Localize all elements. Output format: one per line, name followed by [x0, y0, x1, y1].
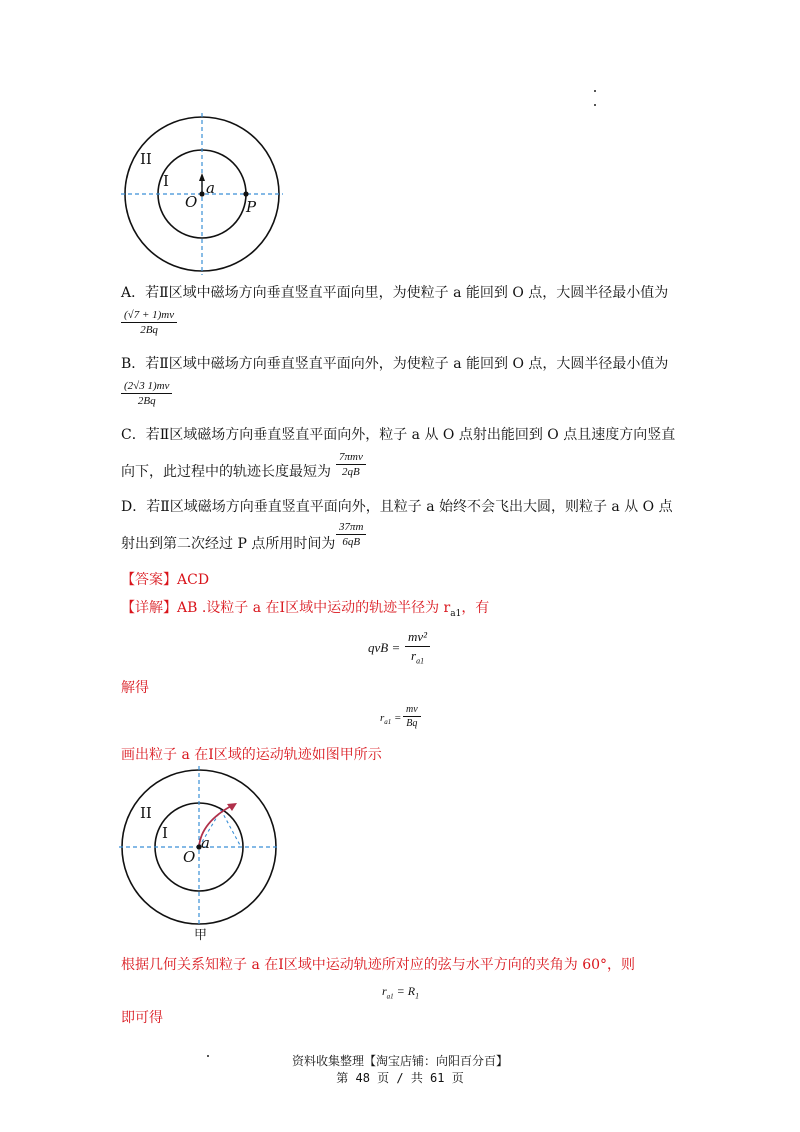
solve-label: 解得 [121, 680, 149, 696]
arrow-head-icon [199, 173, 205, 181]
equation-2-lhs [380, 712, 401, 726]
radius-dashed-line [221, 810, 241, 847]
lhs-sub: a1 [384, 718, 392, 727]
draw-trajectory-text: 画出粒子 a 在Ⅰ区域的运动轨迹如图甲所示 [121, 747, 382, 763]
den-symbol: r [411, 648, 417, 663]
fig2-label-region-i: I [162, 824, 168, 842]
geometry-relation-text: 根据几何关系知粒子 a 在Ⅰ区域中运动轨迹所对应的弦与水平方向的夹角为 60°，则 [121, 957, 636, 973]
lhs-sub: a1 [386, 992, 394, 1001]
detail-intro [121, 598, 489, 624]
footer-page-number: 第 48 页 / 共 61 页 [336, 1071, 464, 1085]
fraction-denominator: 2Bq [137, 395, 156, 407]
option-d-line1: D．若Ⅱ区域磁场方向垂直竖直平面向外，且粒子 a 始终不会飞出大圆，则粒子 a 从 O 点 [121, 499, 673, 515]
conclude-text: 即可得 [121, 1010, 163, 1026]
rhs: = R [396, 984, 416, 998]
fraction-denominator: 6qB [342, 536, 361, 548]
equation-3 [382, 984, 419, 1000]
answer-text: 【答案】ACD [121, 572, 210, 588]
fraction-numerator: (√7 + 1)mv [121, 309, 177, 323]
equation-2-fraction [403, 704, 421, 729]
fig2-label-center: O [183, 848, 196, 866]
fraction-numerator: (2√3 1)mv [121, 380, 172, 394]
lhs-symbol: r [382, 984, 387, 998]
point-p-dot [243, 191, 248, 196]
equation-1-lhs: qvB = [368, 640, 401, 655]
rhs-sub: 1 [415, 991, 420, 1001]
fraction-denominator: 2Bq [140, 324, 158, 336]
fraction-numerator: mv [403, 704, 421, 717]
detail-intro-end: ，有 [461, 600, 490, 616]
fig1-label-region-i: I [163, 172, 169, 190]
fraction-denominator: Bq [406, 718, 418, 729]
figure-1-rings [117, 109, 287, 279]
option-d-fraction [336, 521, 366, 548]
option-b-fraction [121, 380, 172, 407]
fig1-label-center: O [185, 193, 198, 211]
fig2-label-particle: a [201, 834, 210, 852]
fraction-numerator: mv² [405, 629, 430, 647]
equals-sign: = [394, 712, 402, 724]
fraction-denominator [405, 647, 430, 666]
fraction-numerator: 37πm [336, 521, 366, 535]
option-c-line1: C．若Ⅱ区域磁场方向垂直竖直平面向外，粒子 a 从 O 点射出能回到 O 点且速度方向竖直 [121, 427, 676, 443]
option-a-text: A．若Ⅱ区域中磁场方向垂直竖直平面向里，为使粒子 a 能回到 O 点，大圆半径最小值为 [121, 285, 669, 301]
fig1-label-p: P [246, 198, 257, 216]
den-sub: a1 [416, 656, 425, 666]
equation-1-fraction [405, 629, 430, 666]
option-b-text: B．若Ⅱ区域中磁场方向垂直竖直平面向外，为使粒子 a 能回到 O 点，大圆半径最小值为 [121, 356, 669, 372]
corner-mark [594, 104, 596, 106]
fig1-label-region-ii: II [140, 150, 152, 168]
fig1-label-particle: a [206, 179, 215, 197]
option-d-line2: 射出到第二次经过 P 点所用时间为 [121, 536, 336, 552]
detail-intro-text: 【详解】AB .设粒子 a 在Ⅰ区域中运动的轨迹半径为 r [121, 600, 451, 616]
option-c-line2: 向下，此过程中的轨迹长度最短为 [121, 464, 331, 480]
corner-mark [594, 90, 596, 92]
fig2-caption: 甲 [194, 928, 208, 943]
fraction-numerator: 7πmv [336, 451, 366, 465]
footer-source: 资料收集整理【淘宝店铺：向阳百分百】 [291, 1054, 508, 1068]
detail-intro-sub: a1 [450, 608, 462, 619]
lhs-symbol: r [380, 712, 385, 724]
option-a-fraction [121, 309, 177, 336]
fig2-label-region-ii: II [140, 804, 152, 822]
point-o-dot [199, 191, 204, 196]
fraction-denominator: 2qB [342, 466, 360, 478]
option-c-fraction [336, 451, 366, 478]
